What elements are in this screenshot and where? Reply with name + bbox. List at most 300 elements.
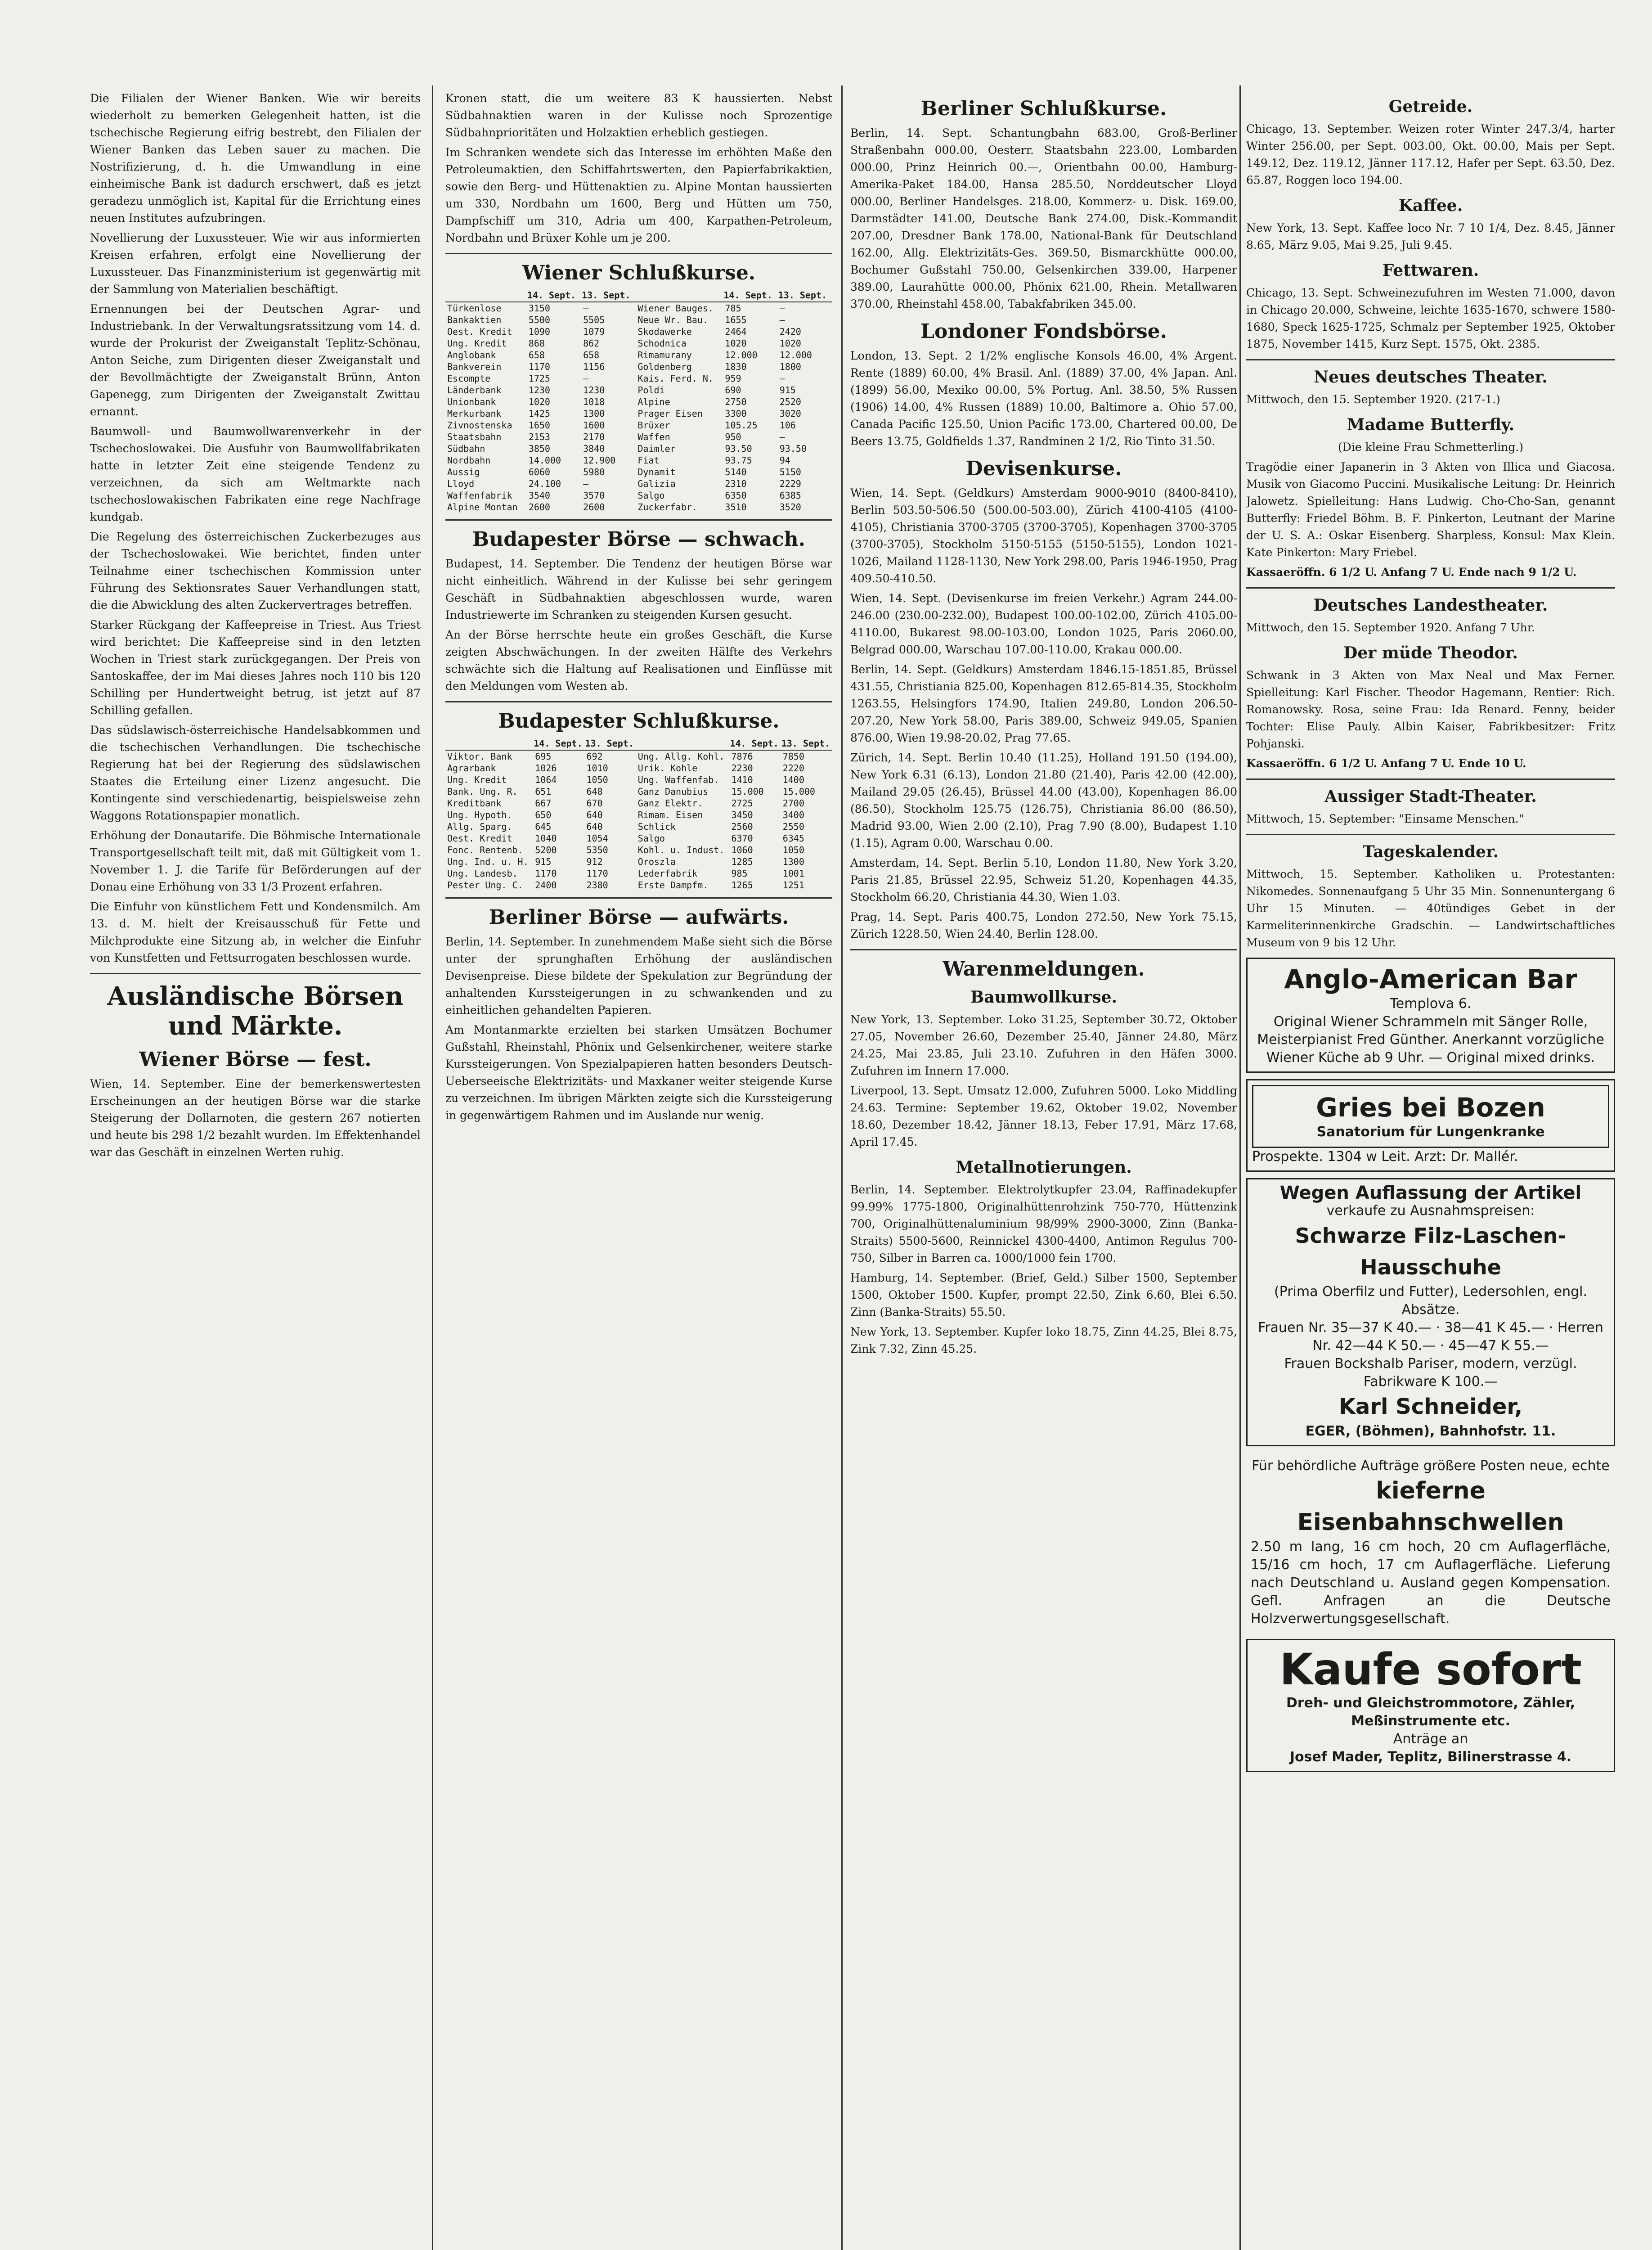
article-paragraph: Baumwoll- und Baumwollwarenverkehr in der Tschechoslowakei. Die Ausfuhr von Baumwollfabrikaten hatte in letzter Zeit eine steigende Tendenz zu verzeichnen, da sich am Weltmarkte nach tschechoslowakischen Fabrikaten eine rege Nachfrage kundgab. — [90, 425, 421, 523]
column-2 — [445, 90, 832, 2250]
table-cell: Oest. Kredit — [447, 326, 512, 337]
table-row — [445, 844, 832, 856]
section-heading: Fettwaren. — [1382, 261, 1479, 280]
table-cell: 2153 — [528, 432, 550, 442]
table-row — [445, 326, 832, 338]
table-row — [445, 786, 832, 797]
table-cell: 12.000 — [725, 350, 758, 360]
table-cell: Rimam. Eisen — [637, 810, 703, 820]
table-cell: 106 — [779, 420, 796, 431]
section-divider — [90, 973, 421, 974]
article-paragraph: New York, 13. Sept. Kaffee loco Nr. 7 10 1/4, Dez. 8.45, Jänner 8.65, März 9.05, Mai 9.25, Juli 9.45. — [1246, 221, 1615, 252]
article-paragraph: Chicago, 13. Sept. Schweinezufuhren im Westen 71.000, davon in Chicago 20.000, Schweine, leichte 1635-1670, schwere 1580-1680, Speck 1625-1725, Schmalz per September 1925, Oktober 1875, November 1415, Kurz Sept. 1575, Okt. 2385. — [1246, 286, 1615, 351]
section-heading: Getreide. — [1388, 97, 1473, 116]
section-divider — [445, 519, 832, 521]
article-paragraph: Im Schranken wendete sich das Interesse im erhöhten Maße den Petroleumaktien, den Schiffahrtswerten, den Papierfabrikaktien, sowie den Berg- und Hüttenaktien zu. Alpine Montan haussierten um 330, Nordbahn um 1600, Berg und Hütten um 750, Dampfschiff um 310, Adria um 400, Karpathen-Petroleum, Nordbahn und Brüxer Kohle um je 200. — [445, 146, 832, 244]
ad-prices: Frauen Nr. 35—37 K 40.— · 38—41 K 45.— · Herren Nr. 42—44 K 50.— · 45—47 K 55.— — [1258, 1320, 1603, 1354]
table-row — [445, 419, 832, 431]
table-cell: 651 — [535, 786, 552, 797]
table-cell: Alpine — [637, 396, 670, 407]
section-heading: Londoner Fondsbörse. — [920, 320, 1167, 343]
table-cell: 912 — [586, 856, 603, 867]
table-cell: 690 — [725, 385, 741, 396]
column-rule — [841, 86, 843, 2250]
table-row — [445, 879, 832, 891]
article-paragraph: Am Montanmarkte erzielten bei starken Umsätzen Bochumer Gußstahl, Rheinstahl, Phönix und Gelsenkirchener, weitere starke Kurssteigerungen. Von Spezialpapieren hatten besonders Deutsch-Ueberseeische Elektrizitäts- und Maxkaner weiter steigende Kurse zu verzeichnen. Im übrigen Märkten zeigte sich die Kurssteigerung in gegenwärtigem Rahmen und im Auslande nur wenig. — [445, 1023, 832, 1122]
table-row — [445, 750, 832, 762]
table-cell: Kreditbank — [447, 798, 502, 809]
table-cell: Ung. Kredit — [447, 774, 507, 785]
table-cell: Nordbahn — [447, 455, 491, 466]
table-cell: 3850 — [528, 443, 550, 454]
table-cell: 15.000 — [731, 786, 764, 797]
table-cell: 2400 — [535, 880, 557, 891]
table-cell: — — [779, 432, 785, 442]
table-header-row — [445, 737, 832, 750]
table-cell: 2229 — [779, 478, 801, 489]
table-cell: 2700 — [782, 798, 804, 809]
section-divider — [1246, 359, 1615, 360]
article-paragraph: Berlin, 14. Sept. Schantungbahn 683.00, Groß-Berliner Straßenbahn 000.00, Oesterr. Staatsbahn 223.00, Lombarden 000.00, Prinz Heinrich 00.—, Orientbahn 00.00, Hamburg-Amerika-Paket 184.00, Hansa 285.50, Norddeutscher Lloyd 000.00, Berliner Handelsges. 218.00, Kommerz- u. Disk. 169.00, Darmstädter 141.00, Deutsche Bank 274.00, Disk.-Kommandit 207.00, Dresdner Bank 178.00, National-Bank für Deutschland 162.00, Allg. Elektrizitäts-Ges. 369.50, Bismarckhütte 000.00, Bochumer Gußstahl 750.00, Gelsenkirchen 339.00, Harpener 389.00, Laurahütte 000.00, Phönix 621.00, Rhein. Metallwaren 370.00, Rheinstahl 458.00, Tabakfabriken 345.00. — [850, 126, 1237, 310]
table-cell: 1425 — [528, 408, 550, 419]
theater-date: Mittwoch, den 15. September 1920. (217-1.) — [1246, 393, 1500, 406]
table-cell: 2230 — [731, 763, 753, 774]
table-row — [445, 454, 832, 466]
table-cell: 645 — [535, 821, 552, 832]
table-cell: Länderbank — [447, 385, 502, 396]
table-cell: Prager Eisen — [637, 408, 703, 419]
table-cell: Galizia — [637, 478, 676, 489]
table-cell: 2600 — [528, 502, 550, 513]
table-cell: 5150 — [779, 467, 801, 477]
table-cell: 5350 — [586, 845, 608, 855]
table-cell: 5500 — [528, 315, 550, 325]
ad-kaufe-sofort — [1246, 1639, 1615, 1772]
article-paragraph: Die Regelung des österreichischen Zuckerbezuges aus der Tschechoslowakei. Wie berichtet, finden unter Teilnahme einer tschechischen Kommission unter Führung des Sektionsrates Sauer Verhandlungen statt, die die Abwicklung des alten Zuckervertrages betreffen. — [90, 530, 421, 612]
table-row — [445, 856, 832, 868]
table-cell: Erste Dampfm. — [637, 880, 709, 891]
cast-list: Schwank in 3 Akten von Max Neal und Max Ferner. Spielleitung: Karl Fischer. Theodor Hagemann, Rentier: Rich. Romanowsky. Rosa, seine Frau: Ida Renard. Fenny, beider Tochter: Elise Pauly. Albin Kaiser, Fabrikbesitzer: Fritz Pohjanski. — [1246, 669, 1615, 750]
article-paragraph: Novellierung der Luxussteuer. Wie wir aus informierten Kreisen erfahren, erfolgt eine Novellierung der Luxussteuer. Das Finanzministerium ist gegenwärtig mit der Sammlung von Materialien beschäftigt. — [90, 231, 421, 296]
table-cell: Lloyd — [447, 478, 475, 489]
table-cell: Zuckerfabr. — [637, 502, 697, 513]
ad-title: Gries bei Bozen — [1316, 1092, 1545, 1123]
table-cell: Ung. Waffenfab. — [637, 774, 719, 785]
column-header: 13. Sept. — [581, 289, 636, 302]
column-header: 14. Sept. — [723, 289, 777, 302]
table-cell: 1265 — [731, 880, 753, 891]
article-paragraph: Wien, 14. Sept. (Geldkurs) Amsterdam 9000-9010 (8400-8410), Berlin 503.50-506.50 (500.00-503.00), Zürich 4100-4105 (4100-4105), Christiania 3700-3705 (3700-3705), Kopenhagen 3700-3705 (3700-3705), Stockholm 5150-5155 (5150-5155), London 1021-1026, Mailand 1128-1130, New York 298.00, Paris 1946-1950, Prag 409.50-410.50. — [850, 486, 1237, 585]
table-cell: 868 — [528, 338, 545, 349]
table-cell: 1650 — [528, 420, 550, 431]
table-cell: 1001 — [782, 868, 804, 879]
table-cell: Merkurbank — [447, 408, 502, 419]
section-heading: Berliner Schlußkurse. — [920, 97, 1167, 120]
table-cell: 6385 — [779, 490, 801, 501]
table-row — [445, 396, 832, 408]
table-cell: 1400 — [782, 774, 804, 785]
article-paragraph: Starker Rückgang der Kaffeepreise in Triest. Aus Triest wird berichtet: Die Kaffeepreise sind in den letzten Wochen in Triest stark zurückgegangen. Der Preis von Santoskaffee, der im Mai dieses Jahres noch 110 bis 120 Schilling per Hundertweight betrug, ist jetzt auf 87 Schilling gefallen. — [90, 618, 421, 717]
play-title: Der müde Theodor. — [1343, 644, 1518, 662]
article-paragraph: New York, 13. September. Kupfer loko 18.75, Zinn 44.25, Blei 8.75, Zink 7.32, Zinn 45.25. — [850, 1325, 1237, 1355]
table-cell: — — [583, 478, 589, 489]
table-cell: 93.50 — [779, 443, 807, 454]
theater-date: Mittwoch, 15. September: "Einsame Menschen." — [1246, 812, 1524, 825]
table-cell: 1010 — [586, 763, 608, 774]
section-divider — [1246, 778, 1615, 780]
table-row — [445, 443, 832, 454]
section-heading: Wiener Schlußkurse. — [522, 261, 756, 284]
article-paragraph: Hamburg, 14. September. (Brief, Geld.) Silber 1500, September 1500, Oktober 1500. Kupfer, prompt 22.50, Zink 6.60, Blei 6.50. Zinn (Banka-Straits) 55.50. — [850, 1271, 1237, 1318]
table-cell: Ung. Landesb. — [447, 868, 518, 879]
table-cell: 6345 — [782, 833, 804, 844]
table-row — [445, 490, 832, 501]
table-cell: Waffenfabrik — [447, 490, 512, 501]
table-cell: 3570 — [583, 490, 605, 501]
table-cell: Bankaktien — [447, 315, 502, 325]
table-cell: 3400 — [782, 810, 804, 820]
table-cell: 1251 — [782, 880, 804, 891]
cast-list: Tragödie einer Japanerin in 3 Akten von Illica und Giacosa. Musik von Giacomo Puccini. Musikalische Leitung: Dr. Heinrich Jalowetz. Spielleitung: Hans Ludwig. Cho-Cho-San, genannt Butterfly: Friedel Böhm. B. F. Pinkerton, Leutnant der Marine der U. S. A.: Oskar Eisenberg. Sharpless, Konsul: Max Klein. Kate Pinkerton: Mary Friebel. — [1246, 460, 1615, 559]
table-cell: 1050 — [586, 774, 608, 785]
ad-merchant: Karl Schneider, — [1338, 1394, 1523, 1419]
section-divider — [850, 949, 1237, 950]
table-row — [445, 373, 832, 384]
ad-anglo-american-bar — [1246, 958, 1615, 1073]
table-cell: 640 — [586, 810, 603, 820]
table-cell: Goldenberg — [637, 361, 692, 372]
article-paragraph: Prag, 14. Sept. Paris 400.75, London 272.50, New York 75.15, Zürich 1228.50, Wien 24.40, Berlin 128.00. — [850, 910, 1237, 940]
table-cell: Kohl. u. Indust. — [637, 845, 725, 855]
table-cell: — — [583, 373, 589, 384]
table-cell: 658 — [583, 350, 600, 360]
table-cell: 1300 — [583, 408, 605, 419]
showtime: Kassaeröffn. 6 1/2 U. Anfang 7 U. Ende 10 U. — [1246, 757, 1526, 770]
article-paragraph: Berlin, 14. Sept. (Geldkurs) Amsterdam 1846.15-1851.85, Brüssel 431.55, Christiania 825.00, Kopenhagen 812.65-814.35, Stockholm 1263.55, Helsingfors 174.90, Italien 249.80, London 206.50-207.20, New York 58.00, Paris 389.00, Schweiz 949.05, Spanien 876.00, Wien 19.98-20.02, Prag 77.65. — [850, 663, 1237, 744]
column-header: 14. Sept. — [729, 737, 781, 750]
table-cell: 5200 — [535, 845, 557, 855]
column-header: 14. Sept. — [527, 289, 581, 302]
table-cell: 1170 — [535, 868, 557, 879]
ad-text: Für behördliche Aufträge größere Posten neue, echte — [1252, 1458, 1610, 1474]
table-cell: 24.100 — [528, 478, 561, 489]
section-divider — [1246, 587, 1615, 589]
table-cell: 3300 — [725, 408, 747, 419]
section-heading: Devisenkurse. — [965, 457, 1122, 480]
table-cell: Skodawerke — [637, 326, 692, 337]
table-cell: 670 — [586, 798, 603, 809]
column-header — [445, 289, 527, 302]
column-rule — [1239, 86, 1241, 2250]
play-subtitle: (Die kleine Frau Schmetterling.) — [1338, 441, 1523, 454]
table-cell: 1170 — [586, 868, 608, 879]
table-cell: 6350 — [725, 490, 747, 501]
table-cell: 1655 — [725, 315, 747, 325]
theater-date: Mittwoch, den 15. September 1920. Anfang 7 Uhr. — [1246, 621, 1535, 634]
ad-title: Schwarze Filz-Laschen-Hausschuhe — [1295, 1224, 1567, 1279]
table-row — [445, 501, 832, 513]
table-row — [445, 821, 832, 832]
table-cell: 7850 — [782, 751, 804, 762]
subsection-heading: Metallnotierungen. — [956, 1158, 1132, 1177]
table-cell: — — [779, 303, 785, 314]
table-cell: Agrarbank — [447, 763, 496, 774]
table-cell: 1026 — [535, 763, 557, 774]
article-paragraph: Zürich, 14. Sept. Berlin 10.40 (11.25), Holland 191.50 (194.00), New York 6.31 (6.13), London 21.80 (21.40), Paris 42.00 (42.00), Mailand 29.05 (26.45), Brüssel 44.00 (43.00), Kopenhagen 86.00 (86.50), Stockholm 125.75 (126.75), Christiania 86.00 (86.50), Madrid 93.00, Wien 2.00 (2.10), Prag 7.90 (8.00), Budapest 1.10 (1.15), Agram 0.00, Warschau 0.00. — [850, 751, 1237, 850]
column-header: 13. Sept. — [781, 737, 832, 750]
table-cell: 862 — [583, 338, 600, 349]
table-cell: 2520 — [779, 396, 801, 407]
section-divider — [445, 701, 832, 702]
table-cell: Fonc. Rentenb. — [447, 845, 523, 855]
column-header — [636, 737, 730, 750]
subsection-heading: Wiener Börse — fest. — [139, 1048, 372, 1071]
table-cell: 3020 — [779, 408, 801, 419]
table-cell: 1020 — [528, 396, 550, 407]
table-cell: Urik. Kohle — [637, 763, 698, 774]
article-paragraph: Kronen statt, die um weitere 83 K haussierten. Nebst Südbahnaktien waren in der Kulisse noch Sprozentige Südbahnprioritäten und Holzaktien erheblich gestiegen. — [445, 92, 832, 139]
table-cell: 1040 — [535, 833, 557, 844]
article-paragraph: London, 13. Sept. 2 1/2% englische Konsols 46.00, 4% Argent. Rente (1889) 60.00, 4% Brasil. Anl. (1889) 37.00, 4% Japan. Anl. (1899) 56.00, Mexiko 00.00, 5% Portug. Anl. 38.50, 5% Russen (1906) 14.00, 4% Russen (1889) 10.00, Baltimore a. Ohio 57.00, Canada Pacific 125.50, Union Pacific 173.00, Chartered 00.00, De Beers 13.75, Goldfields 1.37, Randminen 2 1/2, Rio Tinto 31.50. — [850, 349, 1237, 448]
table-cell: 2560 — [731, 821, 753, 832]
table-cell: Schodnica — [637, 338, 687, 349]
article-paragraph: Mittwoch, 15. September. Katholiken u. Protestanten: Nikomedes. Sonnenaufgang 5 Uhr 35 Min. Sonnenuntergang 6 Uhr 15 Minuten. — 40tündiges Gebet in der Karmeliterinnenkirche Gradschin. — Landwirtschaftliches Museum von 9 bis 12 Uhr. — [1246, 868, 1615, 949]
play-title: Madame Butterfly. — [1347, 415, 1515, 434]
table-cell: 1285 — [731, 856, 753, 867]
article-paragraph: Wien, 14. Sept. (Devisenkurse im freien Verkehr.) Agram 244.00-246.00 (230.00-232.00), Budapest 100.00-102.00, Zürich 4105.00-4110.00, Bukarest 98.00-103.00, London 1025, Paris 2060.00, Belgrad 000.00, Warschau 107.00-110.00, Krakau 000.00. — [850, 592, 1237, 656]
table-cell: Kais. Ferd. N. — [637, 373, 714, 384]
table-cell: Pester Ung. C. — [447, 880, 523, 891]
ad-address: Josef Mader, Teplitz, Bilinerstrasse 4. — [1289, 1749, 1572, 1765]
section-heading: Berliner Börse — aufwärts. — [489, 906, 789, 929]
ad-text: Frauen Bockshalb Pariser, modern, verzügl. Fabrikware K 100.— — [1284, 1356, 1577, 1390]
table-cell: Oroszla — [637, 856, 676, 867]
table-cell: Türkenlose — [447, 303, 502, 314]
table-cell: 6370 — [731, 833, 753, 844]
column-header — [445, 737, 533, 750]
table-cell: 12.900 — [583, 455, 616, 466]
ad-title: kieferne Eisenbahnschwellen — [1297, 1477, 1564, 1536]
table-cell: 6060 — [528, 467, 550, 477]
section-divider — [445, 253, 832, 254]
section-heading: Budapester Schlußkurse. — [498, 710, 780, 733]
column-1 — [90, 90, 421, 2250]
column-4 — [1246, 90, 1615, 2250]
ad-footer: Prospekte. 1304 w Leit. Arzt: Dr. Mallér. — [1252, 1149, 1518, 1165]
table-cell: Anglobank — [447, 350, 496, 360]
table-row — [445, 338, 832, 349]
table-cell: 1410 — [731, 774, 753, 785]
table-cell: 1170 — [528, 361, 550, 372]
table-cell: Oest. Kredit — [447, 833, 512, 844]
table-cell: 2420 — [779, 326, 801, 337]
table-cell: 1020 — [779, 338, 801, 349]
section-divider — [445, 897, 832, 899]
table-cell: Ganz Danubius — [637, 786, 709, 797]
table-cell: 94 — [779, 455, 790, 466]
table-cell: Zivnostenska — [447, 420, 512, 431]
article-paragraph: New York, 13. September. Loko 31.25, September 30.72, Oktober 27.05, November 26.60, Dezember 25.40, Jänner 24.80, März 24.25, Mai 23.85, Juli 23.10. Zufuhren in den Häfen 3000. Zufuhren im Innern 17.000. — [850, 1013, 1237, 1077]
table-cell: Südbahn — [447, 443, 485, 454]
table-cell: 1230 — [528, 385, 550, 396]
table-cell: 648 — [586, 786, 603, 797]
table-cell: 15.000 — [782, 786, 815, 797]
table-cell: 2220 — [782, 763, 804, 774]
section-heading: Tageskalender. — [1362, 842, 1499, 861]
column-header: 14. Sept. — [533, 737, 584, 750]
table-cell: 3510 — [725, 502, 747, 513]
table-cell: 650 — [535, 810, 552, 820]
ad-text: verkaufe zu Ausnahmspreisen: — [1326, 1203, 1535, 1219]
table-cell: 12.000 — [779, 350, 812, 360]
table-cell: 2600 — [583, 502, 605, 513]
ad-gries-bozen — [1246, 1079, 1615, 1172]
ad-text: Original Wiener Schrammeln mit Sänger Rolle, Meisterpianist Fred Günther. Anerkannt vorzügliche Wiener Küche ab 9 Uhr. — Original mixed drinks. — [1257, 1014, 1604, 1066]
table-cell: Salgo — [637, 833, 665, 844]
table-cell: Daimler — [637, 443, 676, 454]
table-row — [445, 302, 832, 314]
section-heading: Kaffee. — [1398, 196, 1463, 215]
table-cell: 5980 — [583, 467, 605, 477]
subsection-heading: Baumwollkurse. — [970, 988, 1118, 1007]
ad-subtitle: Sanatorium für Lungenkranke — [1316, 1124, 1545, 1140]
table-cell: Waffen — [637, 432, 670, 442]
table-row — [445, 797, 832, 809]
table-cell: 1079 — [583, 326, 605, 337]
table-cell: 1600 — [583, 420, 605, 431]
table-cell: Allg. Sparg. — [447, 821, 512, 832]
table-cell: 2725 — [731, 798, 753, 809]
table-cell: 1090 — [528, 326, 550, 337]
table-row — [445, 384, 832, 396]
article-paragraph: Ernennungen bei der Deutschen Agrar- und Industriebank. In der Verwaltungsratssitzung vom 14. d. wurde der Prokurist der Zweiganstalt Teplitz-Schönau, Anton Seiche, zum Dirigenten dieser Zweiganstalt und der Bevollmächtigte der Zweiganstalt Brünn, Anton Gapenegg, zum Dirigenten der Zweiganstalt Zwittau ernannt. — [90, 302, 421, 418]
table-cell: 950 — [725, 432, 741, 442]
theater-heading: Neues deutsches Theater. — [1314, 368, 1548, 387]
table-row — [445, 361, 832, 373]
table-cell: 5140 — [725, 467, 747, 477]
table-cell: Unionbank — [447, 396, 496, 407]
table-cell: Bank. Ung. R. — [447, 786, 518, 797]
ad-text: Dreh- und Gleichstrommotore, Zähler, Meßinstrumente etc. — [1286, 1695, 1576, 1729]
ad-text: Anträge an — [1393, 1731, 1468, 1747]
section-heading: Budapester Börse — schwach. — [472, 528, 805, 551]
column-rule — [432, 86, 433, 2250]
table-cell: 2464 — [725, 326, 747, 337]
article-paragraph: Amsterdam, 14. Sept. Berlin 5.10, London 11.80, New York 3.20, Paris 21.85, Brüssel 22.95, Schweiz 51.20, Kopenhagen 44.35, Stockholm 66.20, Christiania 44.30, Wien 1.03. — [850, 856, 1237, 904]
table-cell: 2380 — [586, 880, 608, 891]
table-cell: 3540 — [528, 490, 550, 501]
table-cell: 915 — [779, 385, 796, 396]
column-3 — [850, 90, 1237, 2250]
section-heading: Ausländische Börsen und Märkte. — [107, 981, 404, 1041]
article-paragraph: Chicago, 13. September. Weizen roter Winter 247.3/4, harter Winter 256.00, per Sept. 003.00, Okt. 00.00, Mais per Sept. 149.12, Dez. 119.12, Jänner 117.12, Hafer per Sept. 63.50, Dez. 65.87, Roggen loco 194.00. — [1246, 122, 1615, 187]
showtime: Kassaeröffn. 6 1/2 U. Anfang 7 U. Ende nach 9 1/2 U. — [1246, 566, 1577, 579]
table-cell: 3520 — [779, 502, 801, 513]
table-cell: Aussig — [447, 467, 480, 477]
table-row — [445, 431, 832, 443]
table-cell: Ung. Kredit — [447, 338, 507, 349]
ad-location: Templova 6. — [1390, 996, 1472, 1012]
table-cell: 658 — [528, 350, 545, 360]
article-paragraph: Liverpool, 13. Sept. Umsatz 12.000, Zufuhren 5000. Loko Middling 24.63. Termine: September 19.62, Oktober 19.02, November 18.60, Dezember 18.42, Jänner 18.13, Feber 17.91, März 17.68, April 17.45. — [850, 1084, 1237, 1148]
quotes-table-vienna — [445, 289, 832, 513]
table-cell: 985 — [731, 868, 748, 879]
article-paragraph: Berlin, 14. September. Elektrolytkupfer 23.04, Raffinadekupfer 99.99% 1775-1800, Originalhüttenrohzink 750-770, Hüttenzink 700, Originalhüttenaluminium 98/99% 2900-3000, Zinn (Banka-Straits) 5500-5600, Reinnickel 4300-4400, Antimon Regulus 700-750, Silber in Barren ca. 1000/1000 fein 1700. — [850, 1183, 1237, 1264]
table-cell: Brüxer — [637, 420, 670, 431]
column-header: 13. Sept. — [585, 737, 636, 750]
ad-text: (Prima Oberfilz und Futter), Ledersohlen, engl. Absätze. — [1274, 1284, 1588, 1318]
table-cell: 1064 — [535, 774, 557, 785]
table-cell: 785 — [725, 303, 741, 314]
theater-heading: Aussiger Stadt-Theater. — [1324, 787, 1537, 806]
table-cell: Ung. Allg. Kohl. — [637, 751, 725, 762]
article-paragraph: Das südslawisch-österreichische Handelsabkommen und die tschechischen Verhandlungen. Die tschechische Regierung hat bei der Regierung des südslawischen Staates die Erteilung einer Lizenz angesucht. Die Kontingente sind verschiedenartig, beispielsweise zehn Waggons Rotationspapier monatlich. — [90, 724, 421, 822]
table-cell: Neue Wr. Bau. — [637, 315, 708, 325]
table-cell: 2310 — [725, 478, 747, 489]
table-cell: Viktor. Bank — [447, 751, 512, 762]
ad-box — [1252, 1085, 1609, 1148]
table-cell: 1020 — [725, 338, 747, 349]
table-cell: Escompte — [447, 373, 491, 384]
table-cell: 692 — [586, 751, 603, 762]
table-cell: 2750 — [725, 396, 747, 407]
column-header — [636, 289, 723, 302]
table-cell: Schlick — [637, 821, 676, 832]
table-cell: Lederfabrik — [637, 868, 698, 879]
table-cell: 1725 — [528, 373, 550, 384]
article-paragraph: Budapest, 14. September. Die Tendenz der heutigen Börse war nicht einheitlich. Während in der Kulisse bei sehr geringem Geschäft in Südbahnaktien abgeschlossen wurde, waren Industriewerte im Schranken zu steigenden Kursen gesucht. — [445, 557, 832, 621]
article-paragraph: Die Einfuhr von künstlichem Fett und Kondensmilch. Am 13. d. M. hielt der Kreisausschuß für Fette und Milchprodukte eine Sitzung ab, in welcher die Einfuhr von Kunstfetten und Fettsurrogaten beschlossen wurde. — [90, 900, 421, 964]
table-cell: 1060 — [731, 845, 753, 855]
ad-headline: Wegen Auflassung der Artikel — [1279, 1183, 1582, 1203]
table-cell: 915 — [535, 856, 552, 867]
ad-title: Kaufe sofort — [1279, 1644, 1582, 1695]
table-row — [445, 466, 832, 478]
table-cell: 640 — [586, 821, 603, 832]
table-cell: Ung. Ind. u. H. — [447, 856, 529, 867]
table-cell: 93.75 — [725, 455, 752, 466]
table-cell: 1830 — [725, 361, 747, 372]
table-cell: Bankverein — [447, 361, 502, 372]
table-row — [445, 868, 832, 879]
table-cell: Ung. Hypoth. — [447, 810, 512, 820]
table-header-row — [445, 289, 832, 302]
table-cell: 2170 — [583, 432, 605, 442]
table-row — [445, 314, 832, 326]
table-cell: 1054 — [586, 833, 608, 844]
table-row — [445, 478, 832, 490]
ad-title: Anglo-American Bar — [1284, 964, 1577, 994]
article-paragraph: Die Filialen der Wiener Banken. Wie wir bereits wiederholt zu bemerken Gelegenheit hatten, ist die tschechische Regierung eifrig bestrebt, den Filialen der Wiener Banken das Leben sauer zu machen. Die Nostrifizierung, d. h. die Umwandlung in eine einheimische Bank ist dadurch erschwert, daß es jetzt geradezu unmöglich ist, Kapital für die Errichtung eines neuen Institutes aufzubringen. — [90, 92, 421, 225]
table-cell: 105.25 — [725, 420, 758, 431]
article-paragraph: Berlin, 14. September. In zunehmendem Maße sieht sich die Börse unter der sprunghaften Erhöhung der ausländischen Devisenpreise. Diese bildete der Spekulation zur Begründung der anhaltenden Kurssteigerungen in zu schwankenden und zu einheitlichen gehandelten Papieren. — [445, 935, 832, 1017]
table-cell: Dynamit — [637, 467, 676, 477]
table-row — [445, 774, 832, 786]
table-cell: 3150 — [528, 303, 550, 314]
ad-address: EGER, (Böhmen), Bahnhofstr. 11. — [1305, 1423, 1556, 1439]
article-paragraph: Erhöhung der Donautarife. Die Böhmische Internationale Transportgesellschaft teilt mit, daß mit Gültigkeit vom 1. November 1. J. die Tarife für Beförderungen auf der Donau eine Erhöhung von 33 1/3 Prozent erfahren. — [90, 829, 421, 893]
ad-eisenbahnschwellen — [1246, 1453, 1615, 1633]
table-cell: 1018 — [583, 396, 605, 407]
section-heading: Warenmeldungen. — [943, 958, 1145, 981]
table-cell: Ganz Elektr. — [637, 798, 703, 809]
table-cell: Wiener Bauges. — [637, 303, 714, 314]
ad-hausschuhe — [1246, 1178, 1615, 1446]
theater-heading: Deutsches Landestheater. — [1313, 596, 1548, 615]
table-cell: 1300 — [782, 856, 804, 867]
table-cell: 667 — [535, 798, 552, 809]
table-cell: — — [779, 315, 785, 325]
